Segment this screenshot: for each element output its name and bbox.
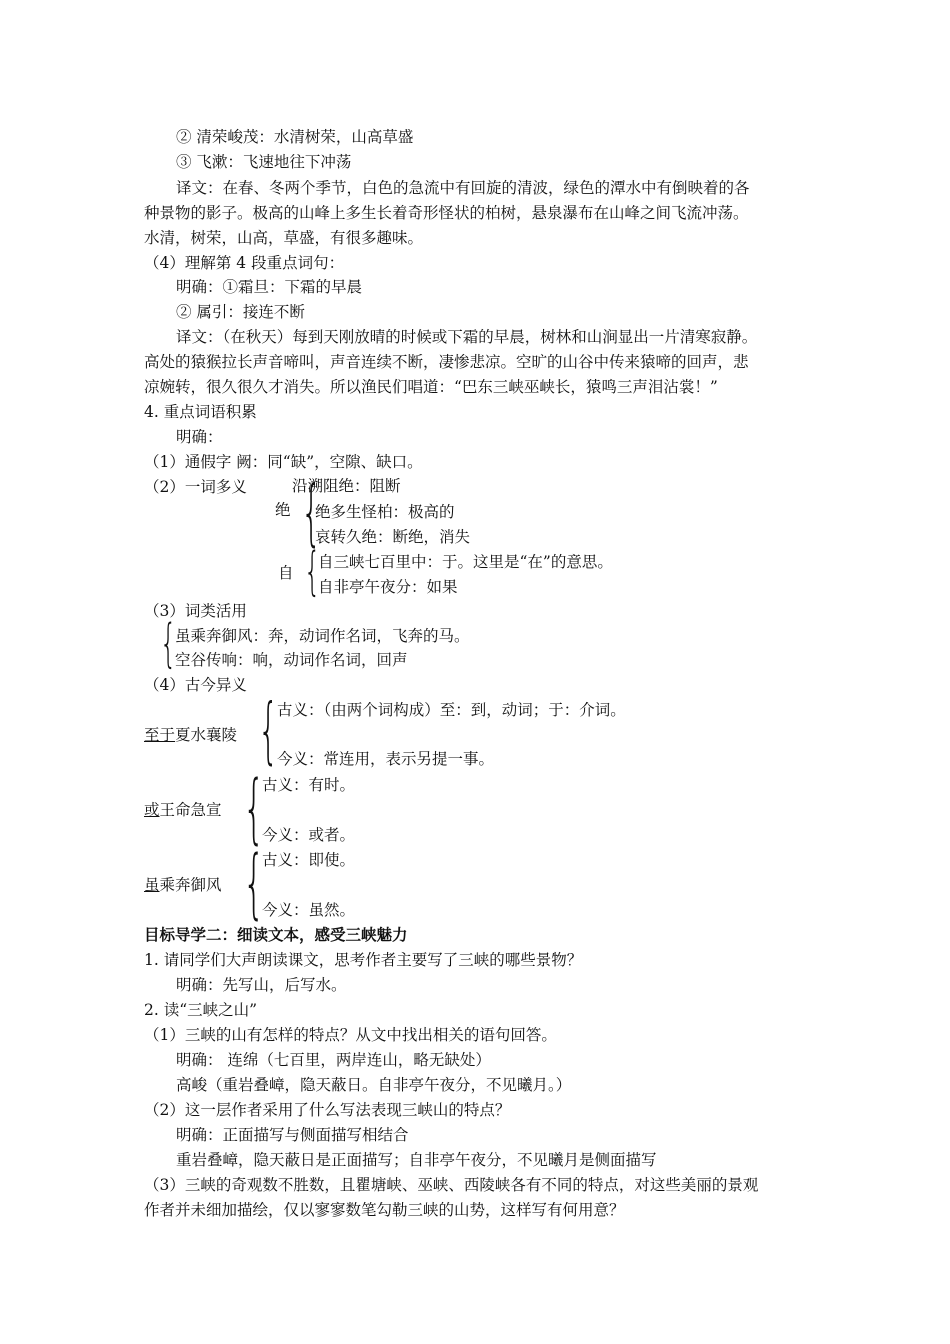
text-line: （1）通假字 阙：同“缺”，空隙、缺口。	[144, 453, 423, 471]
underlined-word: 至于	[144, 726, 176, 744]
text-line	[144, 800, 222, 820]
text-line: 古义：即使。	[262, 851, 356, 869]
text-line: 明确：正面描写与侧面描写相结合	[176, 1126, 409, 1144]
text-line: ② 属引：接连不断	[176, 303, 305, 321]
brace-icon: {	[160, 614, 177, 674]
text-fragment: 夏水襄陵	[175, 726, 238, 744]
brace-icon: {	[243, 838, 265, 927]
text-line	[144, 725, 237, 745]
text-line	[144, 875, 222, 895]
text-line: 自非亭午夜分：如果	[318, 578, 458, 596]
text-line: （2）一词多义	[144, 478, 247, 496]
text-fragment: 乘奔御风	[159, 876, 222, 894]
text-line: 明确：	[176, 428, 223, 446]
text-line: （2）这一层作者采用了什么写法表现三峡山的特点？	[144, 1101, 511, 1119]
text-line: 2. 读“三峡之山”	[144, 1001, 258, 1019]
brace-icon: {	[258, 688, 279, 772]
text-line: 高处的猿猴拉长声音啼叫，声音连续不断，凄惨悲凉。空旷的山谷中传来猿啼的回声，悲	[144, 353, 749, 371]
text-line: 绝多生怪柏：极高的	[315, 503, 455, 521]
text-line: 重岩叠嶂，隐天蔽日是正面描写；自非亭午夜分，不见曦月是侧面描写	[176, 1151, 657, 1169]
text-line: 今义：常连用，表示另提一事。	[277, 750, 495, 768]
section-heading: 4. 重点词语积累	[144, 403, 257, 421]
keyword-char: 绝	[275, 501, 291, 519]
text-line: （1）三峡的山有怎样的特点？从文中找出相关的语句回答。	[144, 1026, 557, 1044]
text-line: 明确：先写山，后写水。	[176, 976, 347, 994]
underlined-word: 虽	[144, 876, 160, 894]
text-line: 高峻（重岩叠嶂，隐天蔽日。自非亭午夜分，不见曦月。）	[176, 1076, 572, 1094]
text-line: 虽乘奔御风：奔，动词作名词，飞奔的马。	[175, 627, 470, 645]
text-line: ③ 飞漱：飞速地往下冲荡	[176, 153, 352, 171]
section-heading: （4）理解第 4 段重点词句：	[144, 254, 345, 272]
text-line: 明确：①霜旦：下霜的早晨	[176, 278, 363, 296]
text-fragment: 王命急宣	[159, 801, 222, 819]
text-line: 译文：在春、冬两个季节，白色的急流中有回旋的清波，绿色的潭水中有倒映着的各	[176, 179, 750, 197]
text-line: （4）古今异义	[144, 676, 247, 694]
text-line: 沿溯阻绝：阻断	[292, 477, 401, 495]
section-heading: 目标导学二：细读文本，感受三峡魅力	[144, 926, 408, 944]
text-line: 古义：有时。	[262, 776, 356, 794]
text-line: 凉婉转，很久很久才消失。所以渔民们唱道：“巴东三峡巫峡长，猿鸣三声泪沾裳！”	[144, 378, 718, 396]
keyword-char: 自	[278, 564, 294, 582]
text-line: 空谷传响：响，动词作名词，回声	[175, 651, 408, 669]
text-line: ② 清荣峻茂：水清树荣，山高草盛	[176, 128, 414, 146]
text-line: 作者并未细加描绘，仅以寥寥数笔勾勒三峡的山势，这样写有何用意？	[144, 1201, 625, 1219]
underlined-word: 或	[144, 801, 160, 819]
brace-icon: {	[243, 763, 265, 852]
text-line: 今义：或者。	[262, 826, 356, 844]
text-line: 水清，树荣，山高，草盛，有很多趣味。	[144, 229, 424, 247]
text-line: 明确： 连绵（七百里，两岸连山，略无缺处）	[176, 1051, 491, 1069]
text-line: 古义：（由两个词构成）至：到，动词；于：介词。	[277, 701, 626, 719]
text-line: 译文：（在秋天）每到天刚放晴的时候或下霜的早晨，树林和山涧显出一片清寒寂静。	[176, 328, 758, 346]
text-line: 1. 请同学们大声朗读课文，思考作者主要写了三峡的哪些景物？	[144, 951, 583, 969]
text-line: 今义：虽然。	[262, 901, 356, 919]
text-line: （3）词类活用	[144, 602, 247, 620]
brace-icon: {	[304, 542, 321, 602]
text-line: （3）三峡的奇观数不胜数，且瞿塘峡、巫峡、西陵峡各有不同的特点，对这些美丽的景观	[144, 1176, 759, 1194]
text-line: 种景物的影子。极高的山峰上多生长着奇形怪状的柏树，悬泉瀑布在山峰之间飞流冲荡。	[144, 204, 749, 222]
brace-icon: {	[301, 470, 322, 554]
text-line: 自三峡七百里中：于。这里是“在”的意思。	[318, 553, 613, 571]
text-line: 哀转久绝：断绝，消失	[315, 528, 471, 546]
